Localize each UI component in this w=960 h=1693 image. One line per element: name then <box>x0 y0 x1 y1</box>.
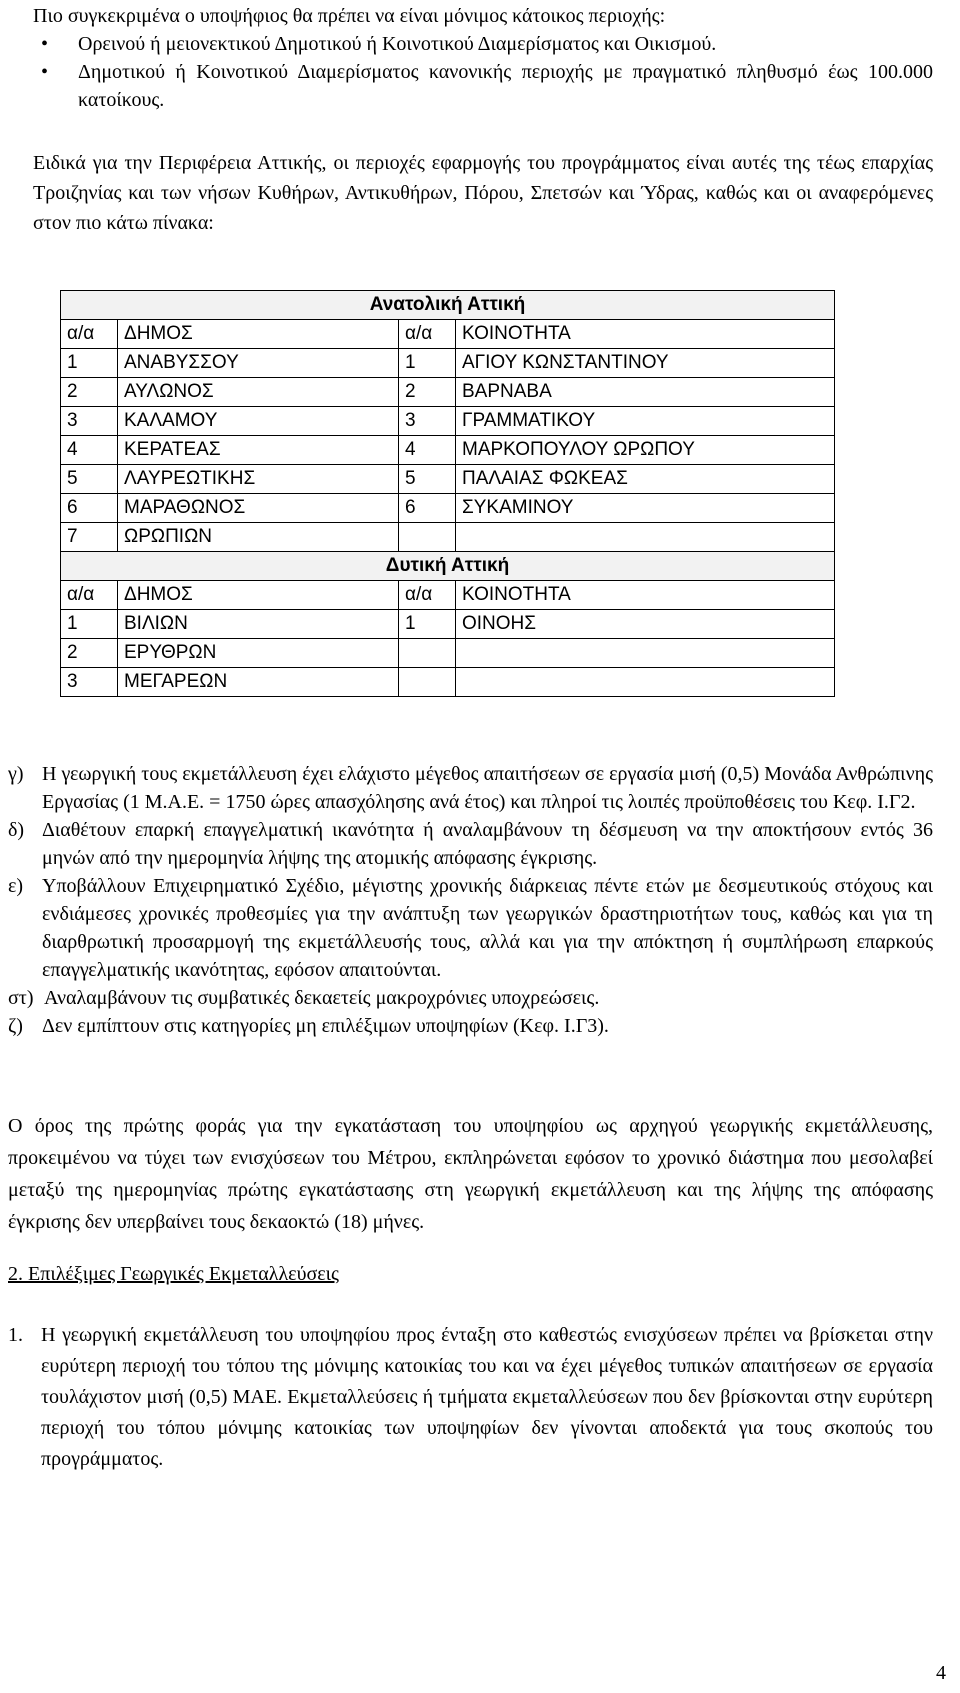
table-row <box>61 349 835 378</box>
table-cell: ΛΑΥΡΕΩΤΙΚΗΣ <box>118 465 399 494</box>
table-cell <box>456 668 835 697</box>
numbered-item <box>8 1320 933 1475</box>
table-cell: ΒΙΛΙΩΝ <box>118 610 399 639</box>
municipalities-table <box>60 290 835 697</box>
first-installation-paragraph: Ο όρος της πρώτης φοράς για την εγκατάσταση του υποψηφίου ως αρχηγού γεωργικής εκμετάλλευσης, προκειμένου να τύχει των ενισχύσεων του Μέτρου, εκπληρώνεται εφόσον το χρονικό διάστημα που μεσολαβεί μεταξύ της ημερομηνίας πρώτης εγκατάστασης στη γεωργική εκμετάλλευση και της λήψης της απόφασης έγκρισης δεν υπερβαίνει τους δεκαοκτώ (18) μήνες. <box>8 1115 933 1233</box>
table-cell: ΟΙΝΟΗΣ <box>456 610 835 639</box>
condition-label: δ) <box>8 819 25 841</box>
condition-text: Αναλαμβάνουν τις συμβατικές δεκαετείς μακροχρόνιες υποχρεώσεις. <box>44 987 600 1009</box>
table-row <box>61 523 835 552</box>
table-cell: ΠΑΛΑΙΑΣ ΦΩΚΕΑΣ <box>456 465 835 494</box>
table-cell: 2 <box>399 378 456 407</box>
numbered-label: 1. <box>8 1324 23 1346</box>
condition-text: Υποβάλλουν Επιχειρηματικό Σχέδιο, μέγιστης χρονικής διάρκειας πέντε ετών με δεσμευτικούς στόχους και ενδιάμεσες χρονικές προθεσμίες για την ανάπτυξη των γεωργικών δραστηριοτήτων τους, καθώς και για τη διαρθρωτική προσαρμογή της εκμετάλλευσής τους, αλλά και για την απόκτηση ή συμπλήρωση επαρκούς επαγγελματικής ικανότητας, εφόσον απαιτούνται. <box>42 875 933 981</box>
table-cell: 1 <box>399 349 456 378</box>
table-cell <box>399 668 456 697</box>
column-header: α/α <box>61 320 118 349</box>
condition-item <box>8 872 933 984</box>
table-cell: ΑΓΙΟΥ ΚΩΝΣΤΑΝΤΙΝΟΥ <box>456 349 835 378</box>
table-cell: 3 <box>61 668 118 697</box>
table-row <box>61 378 835 407</box>
table-row <box>61 494 835 523</box>
table-cell: 1 <box>61 610 118 639</box>
west-attica-title: Δυτική Αττική <box>61 552 835 581</box>
table-row <box>61 407 835 436</box>
table-cell <box>456 523 835 552</box>
table-section-title-row <box>61 291 835 320</box>
intro-bullet: • Ορεινού ή μειονεκτικού Δημοτικού ή Κοινοτικού Διαμερίσματος και Οικισμού. <box>33 30 933 58</box>
page-number: 4 <box>936 1662 946 1684</box>
section-heading: 2. Επιλέξιμες Γεωργικές Εκμεταλλεύσεις <box>8 1263 339 1285</box>
conditions-list <box>8 760 933 1040</box>
condition-label: γ) <box>8 763 24 785</box>
table-cell: ΚΕΡΑΤΕΑΣ <box>118 436 399 465</box>
table-row <box>61 436 835 465</box>
table-row <box>61 668 835 697</box>
table-row <box>61 639 835 668</box>
table-row <box>61 465 835 494</box>
table-cell: 5 <box>399 465 456 494</box>
intro-line: Πιο συγκεκριμένα ο υποψήφιος θα πρέπει να είναι μόνιμος κάτοικος περιοχής: <box>33 5 666 27</box>
table-cell: 6 <box>61 494 118 523</box>
table-cell <box>399 639 456 668</box>
east-attica-title: Ανατολική Αττική <box>61 291 835 320</box>
condition-text: Διαθέτουν επαρκή επαγγελματική ικανότητα ή αναλαμβάνουν τη δέσμευση να την αποκτήσουν εντός 36 μηνών από την ημερομηνία λήψης της ατομικής απόφασης έγκρισης. <box>42 819 933 869</box>
table-cell: ΜΑΡΑΘΩΝΟΣ <box>118 494 399 523</box>
table-cell: 4 <box>399 436 456 465</box>
column-header: ΚΟΙΝΟΤΗΤΑ <box>456 320 835 349</box>
table-cell: ΣΥΚΑΜΙΝΟΥ <box>456 494 835 523</box>
table-row <box>61 610 835 639</box>
condition-item <box>8 760 933 816</box>
condition-text: Η γεωργική τους εκμετάλλευση έχει ελάχιστο μέγεθος απαιτήσεων σε εργασία μισή (0,5) Μονάδα Ανθρώπινης Εργασίας (1 Μ.Α.Ε. = 1750 ώρες απασχόλησης ανά έτος) και πληροί τις λοιπές προϋποθέσεις του Κεφ. Ι.Γ2. <box>42 763 933 813</box>
table-cell: 6 <box>399 494 456 523</box>
table-cell: 3 <box>399 407 456 436</box>
column-header: ΔΗΜΟΣ <box>118 581 399 610</box>
condition-label: ζ) <box>8 1015 23 1037</box>
intro-bullet: • Δημοτικού ή Κοινοτικού Διαμερίσματος κανονικής περιοχής με πραγματικό πληθυσμό έως 100.000 κατοίκους. <box>33 58 933 114</box>
condition-label: ε) <box>8 875 24 897</box>
table-cell: ΑΝΑΒΥΣΣΟΥ <box>118 349 399 378</box>
table-cell: 7 <box>61 523 118 552</box>
column-header: ΔΗΜΟΣ <box>118 320 399 349</box>
table-cell: ΚΑΛΑΜΟΥ <box>118 407 399 436</box>
column-header: α/α <box>399 581 456 610</box>
table-cell: 5 <box>61 465 118 494</box>
intro-bullet-list <box>33 30 933 114</box>
table-cell: 1 <box>399 610 456 639</box>
table-cell: 3 <box>61 407 118 436</box>
table-cell: 2 <box>61 378 118 407</box>
table-cell: ΑΥΛΩΝΟΣ <box>118 378 399 407</box>
condition-item <box>8 984 933 1012</box>
table-cell: ΓΡΑΜΜΑΤΙΚΟΥ <box>456 407 835 436</box>
column-header: α/α <box>399 320 456 349</box>
intro-block <box>33 2 933 114</box>
column-header: α/α <box>61 581 118 610</box>
condition-label: στ) <box>8 987 34 1009</box>
condition-item <box>8 816 933 872</box>
table-cell <box>456 639 835 668</box>
table-header-row <box>61 320 835 349</box>
table-section-title-row <box>61 552 835 581</box>
condition-text: Δεν εμπίπτουν στις κατηγορίες μη επιλέξιμων υποψηφίων (Κεφ. Ι.Γ3). <box>42 1015 609 1037</box>
table-cell: ΜΑΡΚΟΠΟΥΛΟΥ ΩΡΩΠΟΥ <box>456 436 835 465</box>
condition-item <box>8 1012 933 1040</box>
table-header-row <box>61 581 835 610</box>
table-cell <box>399 523 456 552</box>
table-cell: ΒΑΡΝΑΒΑ <box>456 378 835 407</box>
table-cell: 2 <box>61 639 118 668</box>
table-cell: 1 <box>61 349 118 378</box>
table-cell: ΩΡΩΠΙΩΝ <box>118 523 399 552</box>
attica-paragraph: Ειδικά για την Περιφέρεια Αττικής, οι περιοχές εφαρμογής του προγράμματος είναι αυτές της τέως επαρχίας Τροιζηνίας και των νήσων Κυθήρων, Αντικυθήρων, Πόρου, Σπετσών και Ύδρας, καθώς και οι αναφερόμενες στον πιο κάτω πίνακα: <box>33 152 933 234</box>
numbered-text: Η γεωργική εκμετάλλευση του υποψηφίου προς ένταξη στο καθεστώς ενισχύσεων πρέπει να βρίσκεται στην ευρύτερη περιοχή του τόπου της μόνιμης κατοικίας του και να έχει μέγεθος τυπικών απαιτήσεων σε εργασία τουλάχιστον μισή (0,5) ΜΑΕ. Εκμεταλλεύσεις ή τμήματα εκμεταλλεύσεων που δεν βρίσκονται στην ευρύτερη περιοχή του τόπου μόνιμης κατοικίας των υποψηφίων δεν γίνονται αποδεκτά για τους σκοπούς του προγράμματος. <box>41 1324 933 1470</box>
table-cell: ΕΡΥΘΡΩΝ <box>118 639 399 668</box>
column-header: ΚΟΙΝΟΤΗΤΑ <box>456 581 835 610</box>
table-cell: 4 <box>61 436 118 465</box>
table-cell: ΜΕΓΑΡΕΩΝ <box>118 668 399 697</box>
